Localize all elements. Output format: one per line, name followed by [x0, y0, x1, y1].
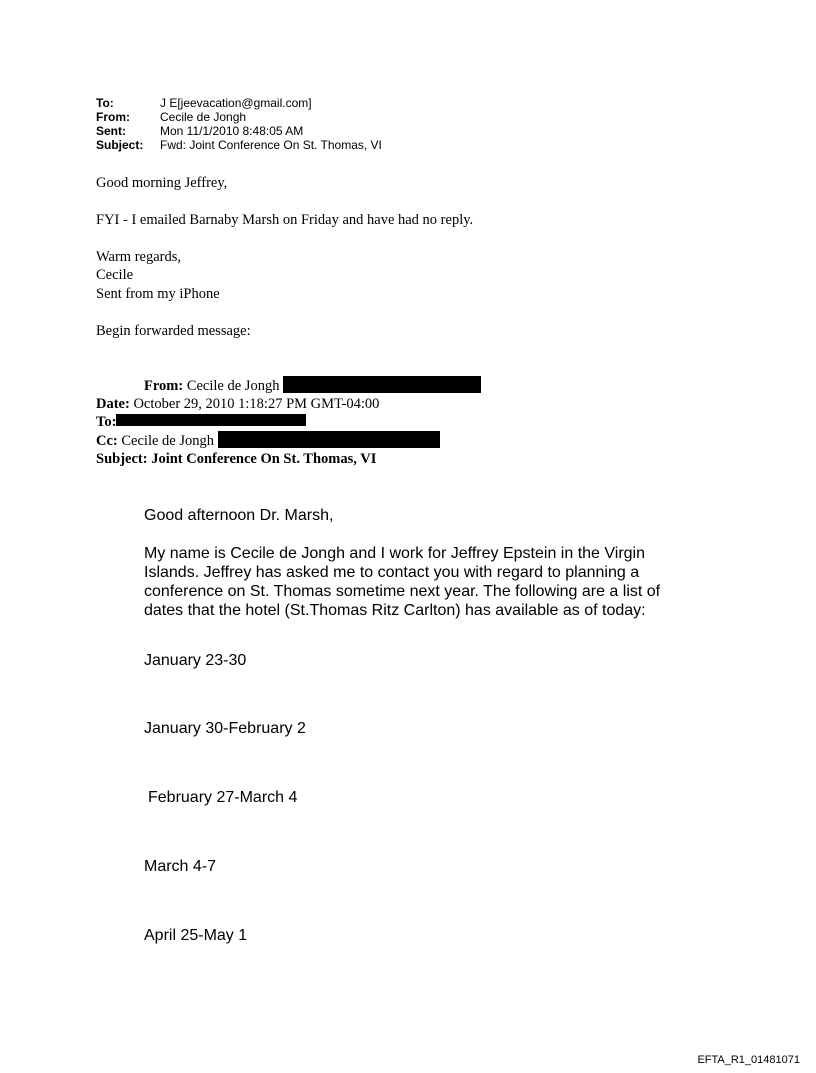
- fwd-from-row: [96, 376, 481, 395]
- fwd-date-row: [96, 395, 481, 413]
- sent-label: Sent:: [96, 124, 126, 138]
- message-signature: Sent from my iPhone: [96, 286, 220, 302]
- fwd-date-value: October 29, 2010 1:18:27 PM GMT-04:00: [133, 396, 380, 412]
- redaction-block: [218, 431, 440, 448]
- fwd-subject-row: [96, 450, 481, 468]
- fwd-cc-value: Cecile de Jongh: [121, 433, 214, 449]
- subject-value: Fwd: Joint Conference On St. Thomas, VI: [160, 138, 382, 152]
- message-closing: Warm regards,: [96, 249, 181, 265]
- date-item: April 25-May 1: [144, 927, 248, 944]
- from-value: Cecile de Jongh: [160, 110, 247, 124]
- header-from-row: [96, 110, 382, 124]
- date-item: January 30-February 2: [144, 720, 306, 737]
- date-item: February 27-March 4: [148, 789, 298, 806]
- fwd-cc-label: Cc:: [96, 433, 118, 449]
- redaction-block: [116, 414, 306, 428]
- message-body: FYI - I emailed Barnaby Marsh on Friday and have had no reply.: [96, 212, 474, 228]
- fwd-date-label: Date:: [96, 396, 130, 412]
- fwd-from-label: From:: [144, 378, 184, 394]
- message-name: Cecile: [96, 267, 134, 283]
- fwd-cc-row: [96, 431, 481, 450]
- header-to-row: [96, 96, 382, 110]
- date-item: January 23-30: [144, 652, 247, 669]
- document-id: EFTA_R1_01481071: [697, 1054, 800, 1066]
- fwd-from-value: Cecile de Jongh: [186, 378, 280, 394]
- header-subject-row: [96, 138, 382, 152]
- forwarded-greeting: Good afternoon Dr. Marsh,: [144, 507, 334, 524]
- header-sent-row: [96, 124, 382, 138]
- to-value: J E[jeevacation@gmail.com]: [160, 96, 312, 110]
- date-item: March 4-7: [144, 858, 217, 875]
- forwarded-header: [96, 376, 481, 468]
- sent-value: Mon 11/1/2010 8:48:05 AM: [160, 124, 304, 138]
- fwd-to-label: To:: [96, 414, 117, 430]
- fwd-subject-label: Subject:: [96, 451, 148, 467]
- fwd-to-row: [96, 413, 481, 431]
- email-header: [96, 96, 382, 152]
- fwd-subject-value: Joint Conference On St. Thomas, VI: [151, 451, 377, 467]
- from-label: From:: [96, 110, 130, 124]
- subject-label: Subject:: [96, 138, 144, 152]
- message-greeting: Good morning Jeffrey,: [96, 175, 228, 191]
- forward-intro: Begin forwarded message:: [96, 323, 251, 339]
- to-label: To:: [96, 96, 114, 110]
- redaction-block: [283, 376, 481, 393]
- forwarded-paragraph: My name is Cecile de Jongh and I work for Jeffrey Epstein in the Virgin Islands. Jeffrey has asked me to contact you with regard to planning a conference on St. Thomas sometime next year. The following are a list of dates that the hotel (St.Thomas Ritz Carlton) has available as of today:: [144, 545, 661, 619]
